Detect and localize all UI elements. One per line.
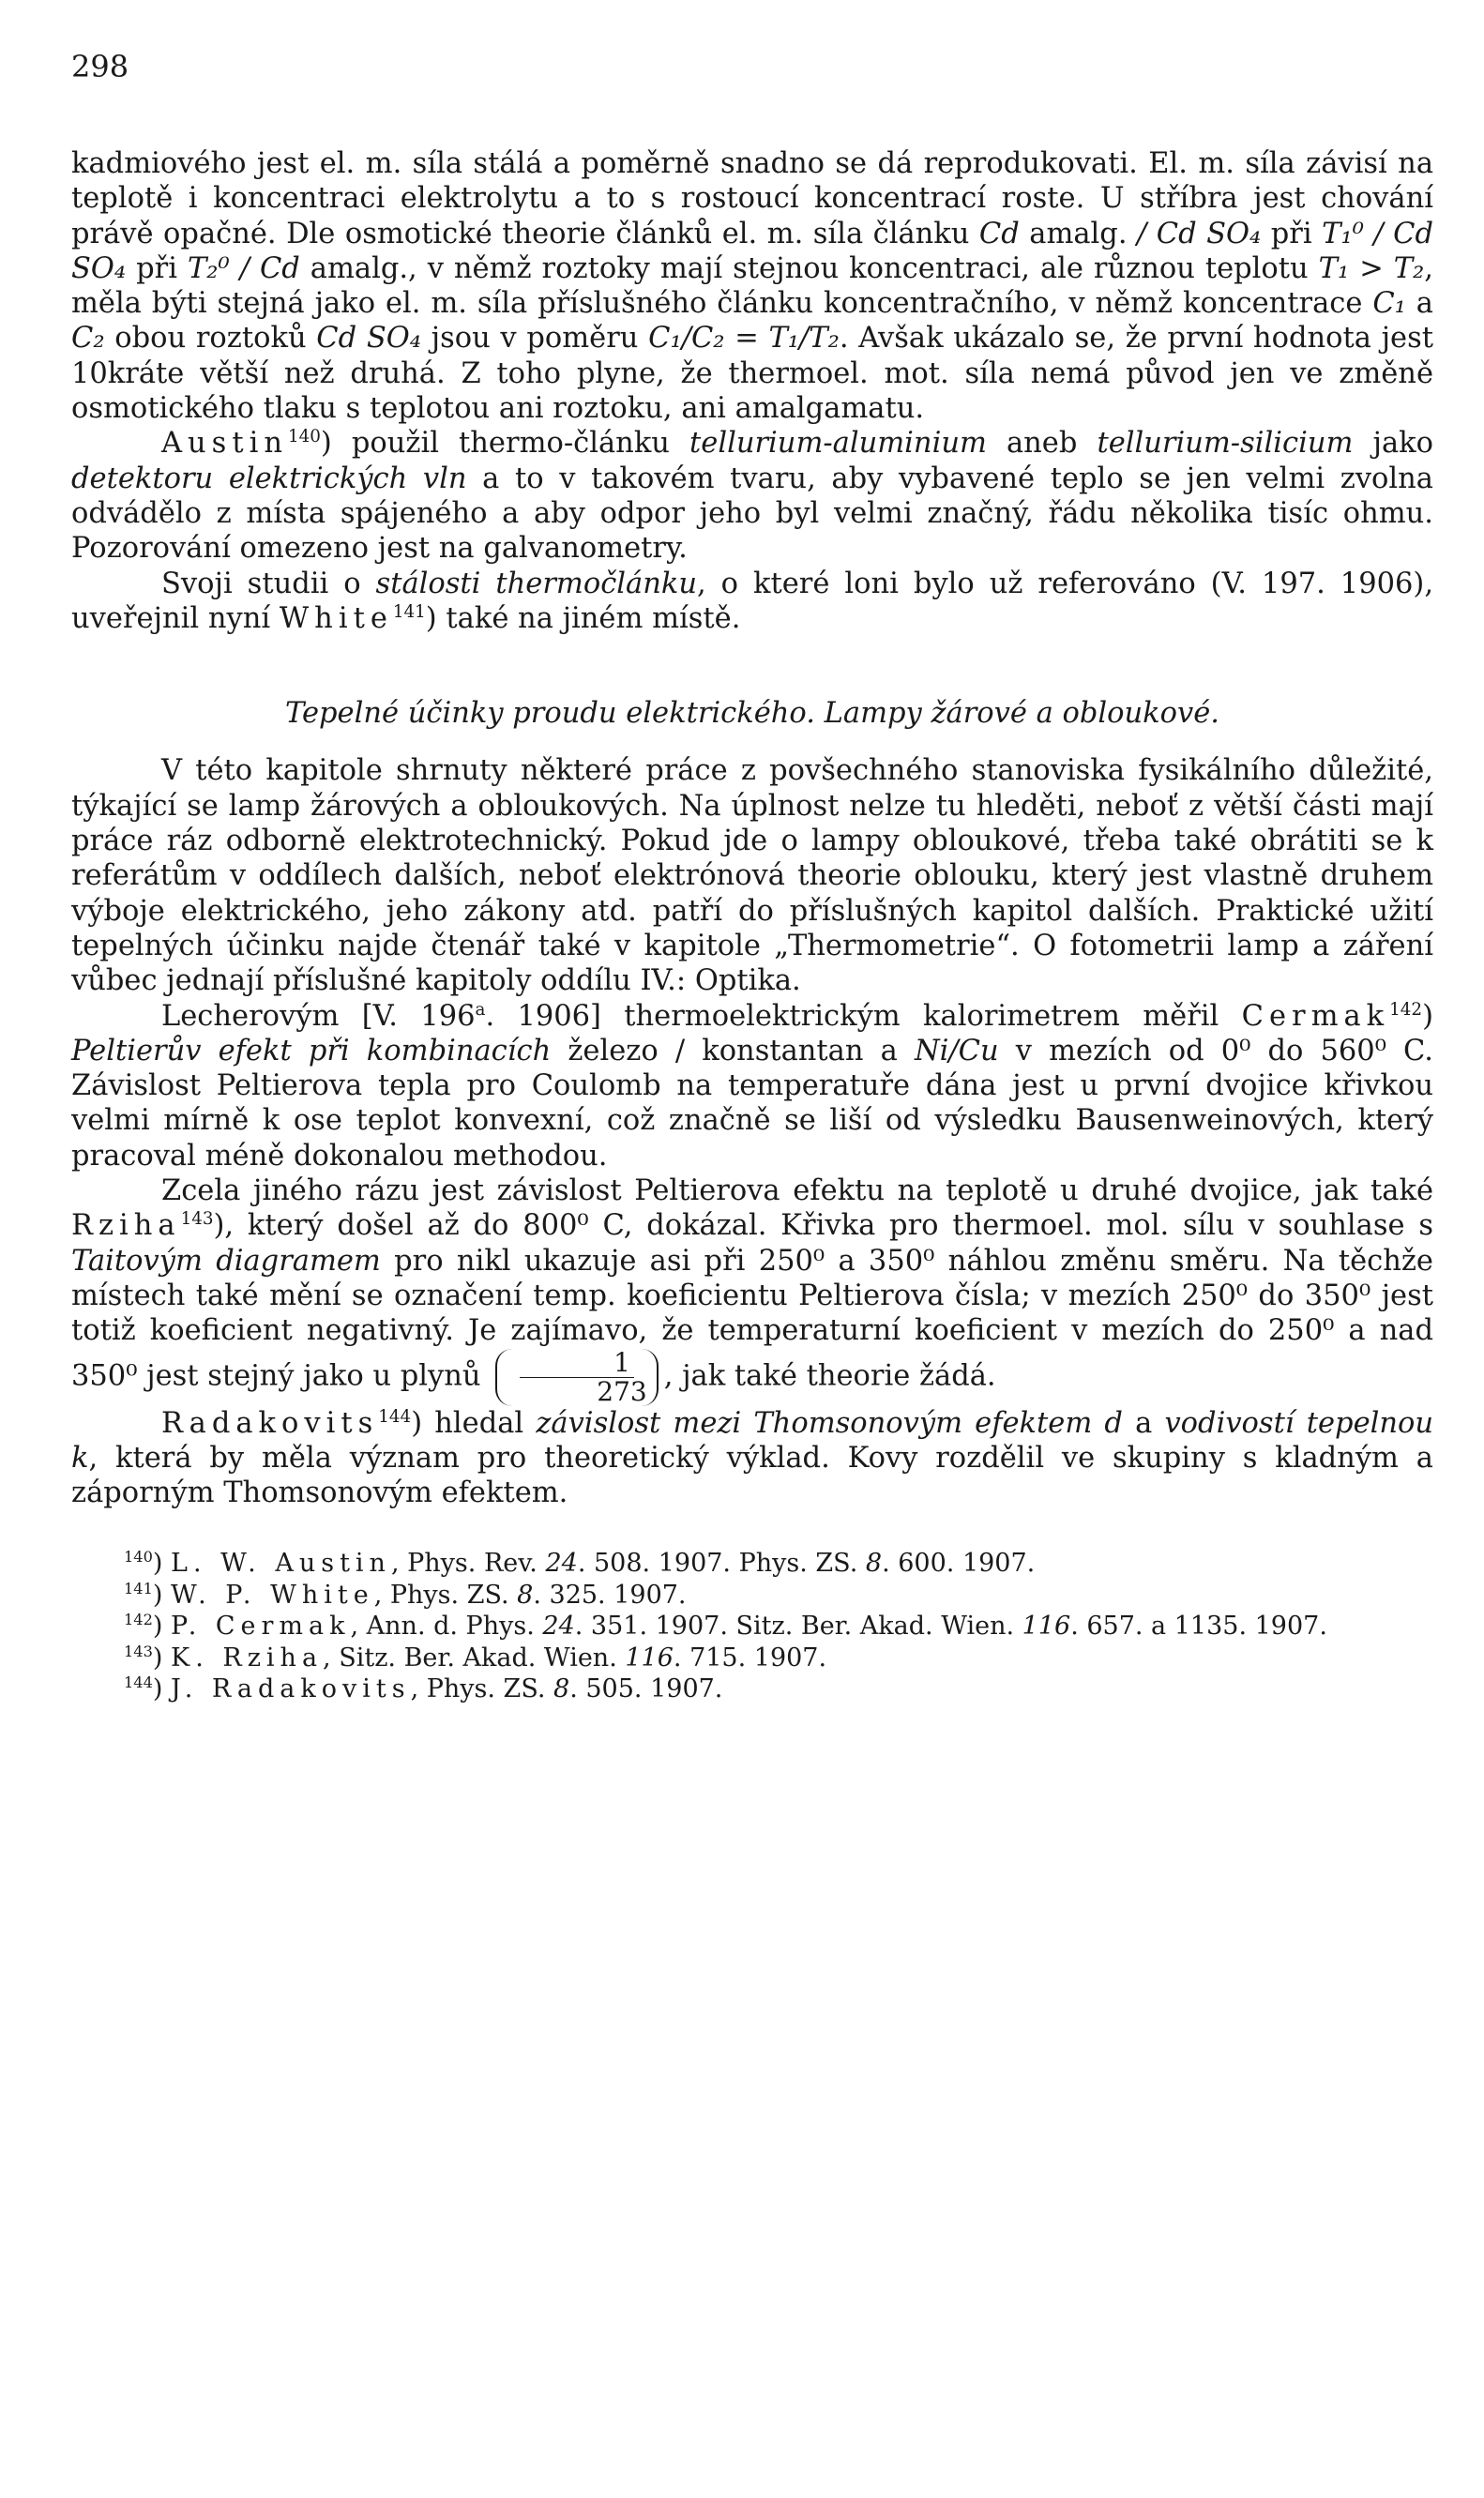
page (71, 49, 1433, 1705)
paragraph-chapter-intro: V této kapitole shrnuty některé práce z povšechného stanoviska fysikálního důležité, týkající se lamp žárových a obloukových. Na úplnost nelze tu hleděti, neboť z větší části mají práce ráz odborně elektrotechnický. Pokud jde o lampy obloukové, třeba také obrátiti se k referátům v oddílech dalších, neboť elektrónová theorie oblouku, který jest vlastně druhem výboje elektrického, jeho zákony atd. patří do příslušných kapitol dalších. Praktické užití tepelných účinku najde čtenář také v kapitole „Thermometrie“. O fotometrii lamp a záření vůbec jednají příslušné kapitoly oddílu IV.: Optika. (71, 754, 1433, 998)
paragraph-cermak: Lecherovým [V. 196$^a$. 1906] thermoelektrickým kalorimetrem měřil Cermak$^{142}$) Peltierův efekt při kombinacích železo / konstantan a Ni/Cu v mezích od 0⁰ do 560⁰ C. Závislost Peltierova tepla pro Coulomb na temperatuře dána jest u první dvojice křivkou velmi mírně k ose teplot konvexní, což značně se liší od výsledku Bausenweinových, který pracoval méně dokonalou methodou. (71, 999, 1433, 1173)
paragraph-cadmium-cell: kadmiového jest el. m. síla stálá a poměrně snadno se dá reprodukovati. El. m. síla závisí na teplotě i koncentraci elektrolytu a to s rostoucí koncentrací roste. U stříbra jest chování právě opačné. Dle osmotické theorie článků el. m. síla článku Cd amalg. / Cd SO₄ při T₁⁰ / Cd SO₄ při T₂⁰ / Cd amalg., v němž roztoky mají stejnou koncentraci, ale různou teplotu T₁ > T₂, měla býti stejná jako el. m. síla příslušného článku koncentračního, v němž koncentrace C₁ a C₂ obou roztoků Cd SO₄ jsou v poměru C₁/C₂ = T₁/T₂. Avšak ukázalo se, že první hodnota jest 10kráte větší než druhá. Z toho plyne, že thermoel. mot. síla nemá původ jen ve změně osmotického tlaku s teplotou ani roztoku, ani amalgamatu. (71, 147, 1434, 426)
footnote-ref[interactable]: 143 (180, 1209, 214, 1230)
footnote: $^{140}$) L. W. Austin, Phys. Rev. 24. 508. 1907. Phys. ZS. 8. 600. 1907. (124, 1548, 1036, 1579)
footnote: $^{144}$) J. Radakovits, Phys. ZS. 8. 505. 1907. (124, 1673, 723, 1704)
footnotes (71, 1548, 1433, 1705)
author-name: White (279, 601, 393, 635)
paragraph-white: Svoji studii o stálosti thermočlánku, o které loni bylo už referováno (V. 197. 1906), uveřejnil nyní White$^{141}$) také na jiném místě. (71, 567, 1434, 635)
fraction: $\frac{1}{273}$ (495, 1349, 658, 1406)
footnote-ref[interactable]: 141 (392, 601, 426, 622)
footnote: $^{143}$) K. Rziha, Sitz. Ber. Akad. Wien. 116. 715. 1907. (124, 1642, 827, 1673)
footnote-ref[interactable]: 142 (1389, 999, 1423, 1020)
footnote: $^{141}$) W. P. White, Phys. ZS. 8. 325. 1907. (124, 1579, 687, 1610)
footnote-ref[interactable]: 144 (378, 1406, 412, 1427)
author-name: Rziha (71, 1209, 181, 1243)
author-name: Austin (161, 427, 288, 461)
paragraph-radakovits: Radakovits$^{144}$) hledal závislost mezi Thomsonovým efektem d a vodivostí tepelnou k, která by měla význam pro theoretický výklad. Kovy rozdělil ve skupiny s kladným a záporným Thomsonovým efektem. (71, 1406, 1434, 1510)
paragraph-rziha: Zcela jiného rázu jest závislost Peltierova efektu na teplotě u druhé dvojice, jak také Rziha$^{143}$), který došel až do 800⁰ C, dokázal. Křivka pro thermoel. mol. sílu v souhlase s Taitovým diagramem pro nikl ukazuje asi při 250⁰ a 350⁰ náhlou změnu směru. Na těchže místech také mění se označení temp. koeficientu Peltierova čísla; v mezích 250⁰ do 350⁰ jest totiž koeficient negativný. Je zajímavo, že temperaturní koeficient v mezích do 250⁰ a nad 350⁰ jest stejný jako u plynů $\frac{1}{273}$ , jak také theorie žádá. (71, 1174, 1433, 1407)
author-name: Cermak (1241, 999, 1390, 1033)
author-name: Radakovits (161, 1406, 379, 1440)
footnote-ref[interactable]: 140 (287, 427, 321, 447)
paragraph-austin: Austin$^{140}$) použil thermo-článku tellurium-aluminium aneb tellurium-silicium jako detektoru elektrických vln a to v takovém tvaru, aby vybavené teplo se jen velmi zvolna odvádělo z místa spájeného a aby odpor jeho byl velmi značný, řádu několika tisíc ohmu. Pozorování omezeno jest na galvanometry. (71, 427, 1433, 566)
section-title: Tepelné účinky proudu elektrického. Lampy žárové a obloukové. (285, 697, 1219, 731)
footnote: $^{142}$) P. Cermak, Ann. d. Phys. 24. 351. 1907. Sitz. Ber. Akad. Wien. 116. 657. a 1135. 1907. (124, 1611, 1327, 1642)
page-number: 298 (71, 49, 129, 84)
